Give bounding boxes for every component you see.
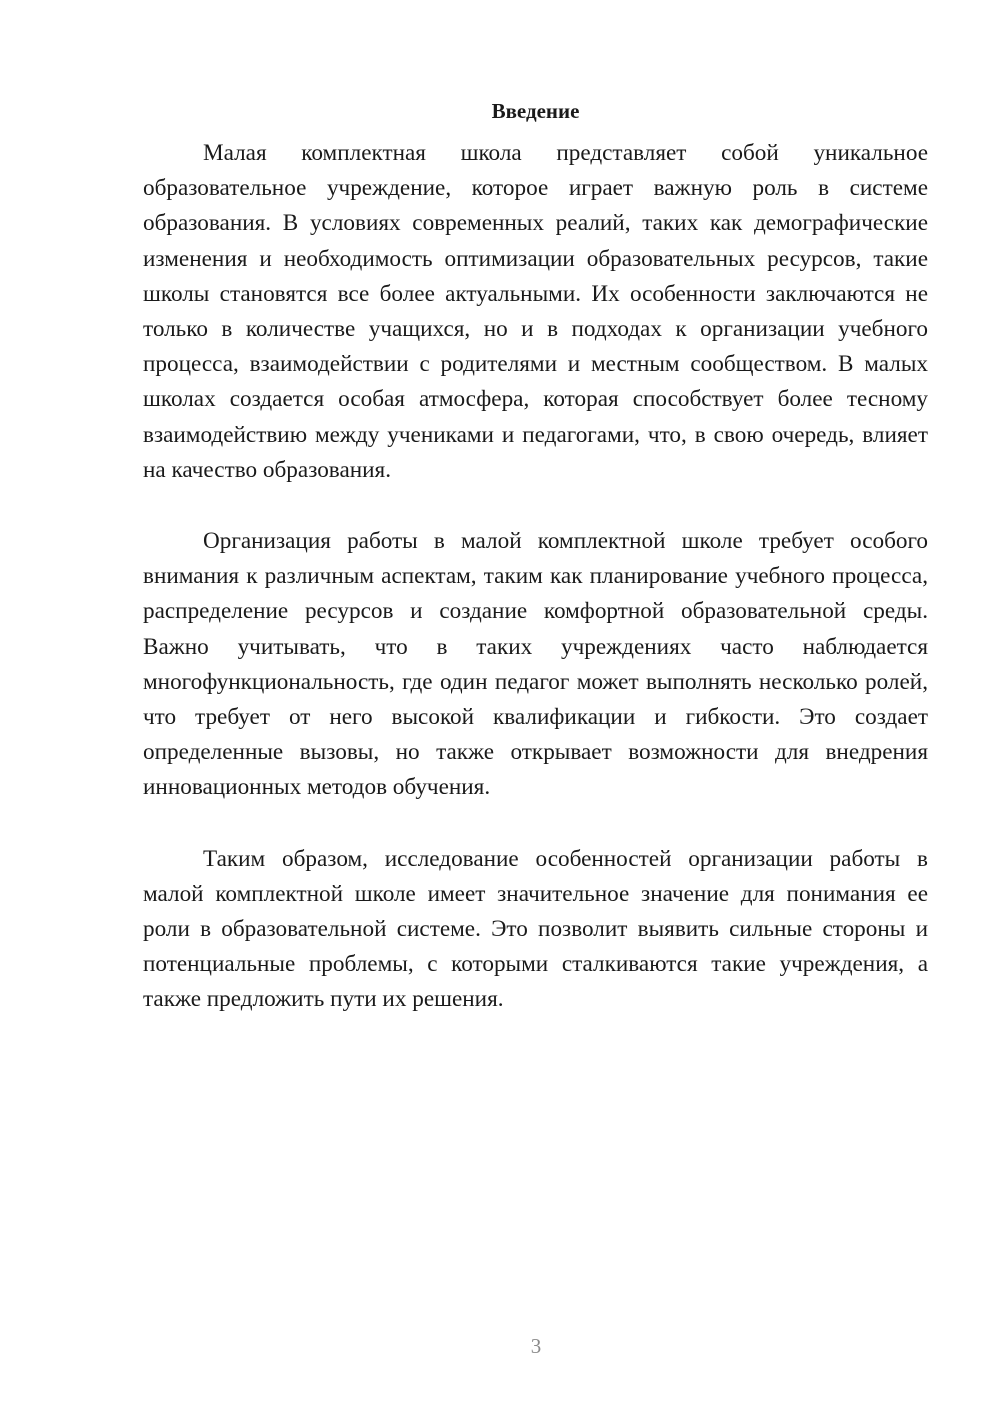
page-content [143, 96, 928, 1018]
section-heading: Введение [491, 99, 580, 123]
paragraph-3: Таким образом, исследование особенностей организации работы в малой комплектной школе имеет значительное значение для понимания ее роли в образовательной системе. Это позволит выявить сильные стороны и потенциальные проблемы, с которыми сталкиваются такие учреждения, а также предложить пути их решения. [143, 845, 928, 1013]
paragraph-2: Организация работы в малой комплектной школе требует особого внимания к различным аспектам, таким как планирование учебного процесса, распределение ресурсов и создание комфортной образовательной среды. Важно учитывать, что в таких учреждениях часто наблюдается многофункциональность, где один педагог может выполнять несколько ролей, что требует от него высокой квалификации и гибкости. Это создает определенные вызовы, но также открывает возможности для внедрения инновационных методов обучения. [143, 528, 928, 801]
page-number: 3 [530, 1334, 542, 1358]
paragraph-1: Малая комплектная школа представляет собой уникальное образовательное учреждение, которое играет важную роль в системе образования. В условиях современных реалий, таких как демографические изменения и необходимость оптимизации образовательных ресурсов, такие школы становятся все более актуальными. Их особенности заключаются не только в количестве учащихся, но и в подходах к организации учебного процесса, взаимодействии с родителями и местным сообществом. В малых школах создается особая атмосфера, которая способствует более тесному взаимодействию между учениками и педагогами, что, в свою очередь, влияет на качество образования. [143, 140, 928, 483]
